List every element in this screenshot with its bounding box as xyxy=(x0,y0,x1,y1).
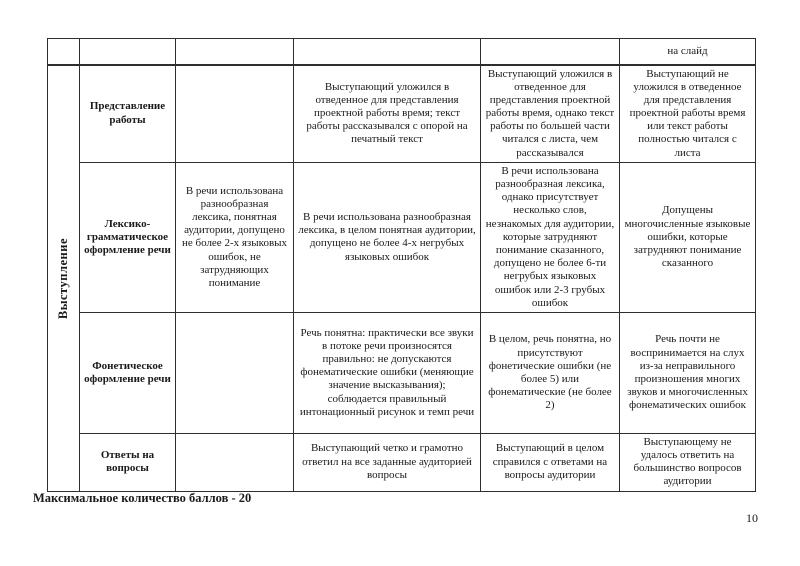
rubric-cell: В целом, речь понятна, но присутствуют фонетические ошибки (не более 5) или фонематические (не более 2) xyxy=(481,312,620,433)
rubric-cell: Выступающий не уложился в отведенное для представления проектной работы время или текст работы полностью читался с листа xyxy=(620,65,756,163)
empty-cell xyxy=(176,39,294,65)
criterion-label: Лексико-грамматическое оформление речи xyxy=(80,162,176,312)
rubric-cell: В речи использована разнообразная лексика, однако присутствует несколько слов, незнакомых для аудитории, которые затрудняют понимание сказанного, допущено не более 6-ти негрубых языковых ошибок или 2-3 грубых ошибок xyxy=(481,162,620,312)
rubric-cell: Допущены многочисленные языковые ошибки, которые затрудняют понимание сказанного xyxy=(620,162,756,312)
table-row xyxy=(48,312,756,433)
table-row xyxy=(48,162,756,312)
criterion-label: Ответы на вопросы xyxy=(80,433,176,491)
empty-cell xyxy=(80,39,176,65)
header-cell-slide: на слайд xyxy=(620,39,756,65)
page-number: 10 xyxy=(746,511,758,525)
rubric-cell: В речи использована разнообразная лексика, в целом понятная аудитории, допущено не более 4-х негрубых языковых ошибок xyxy=(294,162,481,312)
empty-cell xyxy=(294,39,481,65)
rubric-cell: Выступающему не удалось ответить на большинство вопросов аудитории xyxy=(620,433,756,491)
max-score-note: Максимальное количество баллов - 20 xyxy=(33,491,252,505)
table-row xyxy=(48,433,756,491)
criterion-label: Фонетическое оформление речи xyxy=(80,312,176,433)
rubric-table xyxy=(47,38,756,492)
rubric-cell: Выступающий уложился в отведенное для представления проектной работы время, однако текст работы по большей части читался с листа, чем рассказывался xyxy=(481,65,620,163)
header-remnant-row xyxy=(48,39,756,65)
rubric-cell: Выступающий уложился в отведенное для представления проектной работы время; текст работы рассказывался с опорой на печатный текст xyxy=(294,65,481,163)
rubric-cell xyxy=(176,312,294,433)
rubric-cell: Выступающий четко и грамотно ответил на все заданные аудиторией вопросы xyxy=(294,433,481,491)
table-row xyxy=(48,65,756,163)
empty-cell xyxy=(48,39,80,65)
empty-cell xyxy=(481,39,620,65)
rubric-cell: Выступающий в целом справился с ответами на вопросы аудитории xyxy=(481,433,620,491)
rubric-cell: Речь почти не воспринимается на слух из-за неправильного произношения многих звуков и многочисленных фонематических ошибок xyxy=(620,312,756,433)
rubric-cell: В речи использована разнообразная лексика, понятная аудитории, допущено не более 2-х языковых ошибок, не затрудняющих понимание xyxy=(176,162,294,312)
section-cell xyxy=(48,65,80,492)
section-label-vertical: Выступление xyxy=(56,237,70,319)
rubric-cell: Речь понятна: практически все звуки в потоке речи произносятся правильно: не допускаются фонематические ошибки (меняющие значение высказывания); соблюдается правильный интонационный рисунок и темп речи xyxy=(294,312,481,433)
criterion-label: Представление работы xyxy=(80,65,176,163)
rubric-cell xyxy=(176,65,294,163)
rubric-cell xyxy=(176,433,294,491)
